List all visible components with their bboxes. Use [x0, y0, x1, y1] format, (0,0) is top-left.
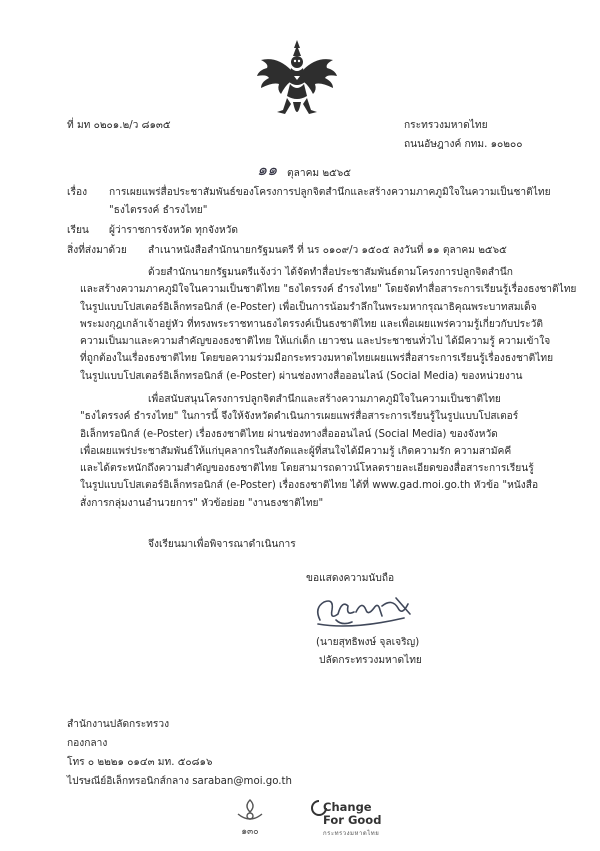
closing-request: จึงเรียนมาเพื่อพิจารณาดำเนินการ — [148, 539, 296, 550]
paragraph-2 — [80, 391, 539, 512]
sender-division: กองกลาง — [67, 738, 108, 749]
paragraph-1 — [80, 264, 577, 385]
reference-number: ที่ มท ๐๒๐๑.๒/ว ๘๑๓๕ — [67, 120, 171, 131]
attachment-label: สิ่งที่ส่งมาด้วย — [67, 245, 127, 256]
sender-office: สำนักงานปลัดกระทรวง — [67, 719, 170, 730]
sender-phone: โทร ๐ ๒๒๒๑ ๐๑๔๓ มท. ๕๐๘๑๖ — [67, 757, 213, 768]
letter-date: ตุลาคม ๒๕๖๕ — [287, 168, 351, 179]
anniversary-logo — [230, 796, 270, 840]
paragraph-2-line: เพื่อสนับสนุนโครงการปลูกจิตสำนึกและสร้างความภาคภูมิใจในความเป็นชาติไทย — [148, 394, 501, 405]
subject-line-1: การเผยแพร่สื่อประชาสัมพันธ์ของโครงการปลูกจิตสำนึกและสร้างความภาคภูมิใจในความเป็นชาติไทย — [109, 187, 551, 198]
paragraph-1-line: ที่ถูกต้องในเรื่องธงชาติไทย โดยขอความร่วมมือกระทรวงมหาดไทยเผยแพร่สื่อสาระการเรียนรู้เรื่องธงชาติไทย — [80, 353, 554, 365]
attachment: สำเนาหนังสือสำนักนายกรัฐมนตรี ที่ นร ๐๑๐๙/ว ๑๕๐๕ ลงวันที่ ๑๑ ตุลาคม ๒๕๖๕ — [148, 245, 507, 256]
change-for-good-tagline: กระทรวงมหาดไทย — [323, 830, 380, 837]
paragraph-2-line: ในรูปแบบโปสเตอร์อิเล็กทรอนิกส์ (e-Poster) เรื่องธงชาติไทย ได้ที่ www.gad.moi.go.th หัวข้อ "หนังสือ — [80, 480, 539, 492]
paragraph-2-line: "ธงไตรรงค์ ธำรงไทย" ในการนี้ จึงให้จังหวัดดำเนินการเผยแพร่สื่อสาระการเรียนรู้ในรูปแบบโปสเตอร์ — [80, 411, 519, 423]
garuda-emblem — [257, 38, 337, 124]
handwritten-date-day: ๑๑ — [257, 160, 278, 179]
paragraph-1-line: ในรูปแบบโปสเตอร์อิเล็กทรอนิกส์ (e-Poster) เพื่อเป็นการน้อมรำลึกในพระมหากรุณาธิคุณพระบาทสมเด็จ — [80, 301, 537, 313]
paragraph-1-line: และสร้างความภาคภูมิใจในความเป็นชาติไทย "ธงไตรรงค์ ธำรงไทย" โดยจัดทำสื่อสาระการเรียนรู้เรื่องธงชาติไทย — [80, 284, 577, 296]
signatory-name: (นายสุทธิพงษ์ จุลเจริญ) — [316, 637, 420, 648]
paragraph-2-line: เพื่อเผยแพร่ประชาสัมพันธ์ให้แก่บุคลากรในสังกัดและผู้ที่สนใจได้มีความรู้ เกิดความรัก ความสามัคคี — [80, 445, 512, 457]
issuer-address: ถนนอัษฎางค์ กทม. ๑๐๒๐๐ — [404, 139, 523, 150]
signatory-title: ปลัดกระทรวงมหาดไทย — [319, 655, 422, 666]
handwritten-signature — [312, 590, 420, 632]
change-for-good-line-2: For Good — [323, 813, 382, 827]
issuer-name: กระทรวงมหาดไทย — [404, 120, 488, 131]
paragraph-2-line: อิเล็กทรอนิกส์ (e-Poster) เรื่องธงชาติไทย ผ่านช่องทางสื่อออนไลน์ (Social Media) ของจังหวัด — [80, 428, 498, 440]
change-for-good-logo — [310, 797, 390, 841]
paragraph-1-line: ด้วยสำนักนายกรัฐมนตรีแจ้งว่า ได้จัดทำสื่อประชาสัมพันธ์ตามโครงการปลูกจิตสำนึก — [148, 267, 513, 278]
change-for-good-line-1: Change — [323, 800, 372, 814]
subject-label: เรื่อง — [67, 187, 88, 198]
closing: ขอแสดงความนับถือ — [306, 573, 395, 584]
sender-email: ไปรษณีย์อิเล็กทรอนิกส์กลาง saraban@moi.go.th — [67, 776, 292, 787]
anniversary-logo-number: ๑๓๐ — [241, 827, 259, 837]
paragraph-1-line: พระมงกุฎเกล้าเจ้าอยู่หัว ที่ทรงพระราชทานธงไตรรงค์เป็นธงชาติไทย และเพื่อเผยแพร่ความรู้เกี่ยวกับประวัติ — [80, 318, 543, 330]
paragraph-2-line: และได้ตระหนักถึงความสำคัญของธงชาติไทย โดยสามารถดาวน์โหลดรายละเอียดของสื่อสาระการเรียนรู้ — [80, 463, 534, 475]
paragraph-1-line: ในรูปแบบโปสเตอร์อิเล็กทรอนิกส์ (e-Poster) ผ่านช่องทางสื่อออนไลน์ (Social Media) ของหน่วยงาน — [80, 370, 523, 382]
recipient-label: เรียน — [67, 225, 89, 236]
anniversary-emblem-icon — [230, 796, 270, 826]
paragraph-2-line: สั่งการกลุ่มงานอำนวยการ" หัวข้อย่อย "งานธงชาติไทย" — [80, 497, 324, 509]
paragraph-1-line: ความเป็นมาและความสำคัญของธงชาติไทย ให้แก่เด็ก เยาวชน และประชาชนทั่วไป ได้มีความรู้ ความเข้าใจ — [80, 336, 551, 348]
recipient: ผู้ว่าราชการจังหวัด ทุกจังหวัด — [109, 225, 238, 236]
subject-line-2: "ธงไตรรงค์ ธำรงไทย" — [109, 205, 208, 216]
